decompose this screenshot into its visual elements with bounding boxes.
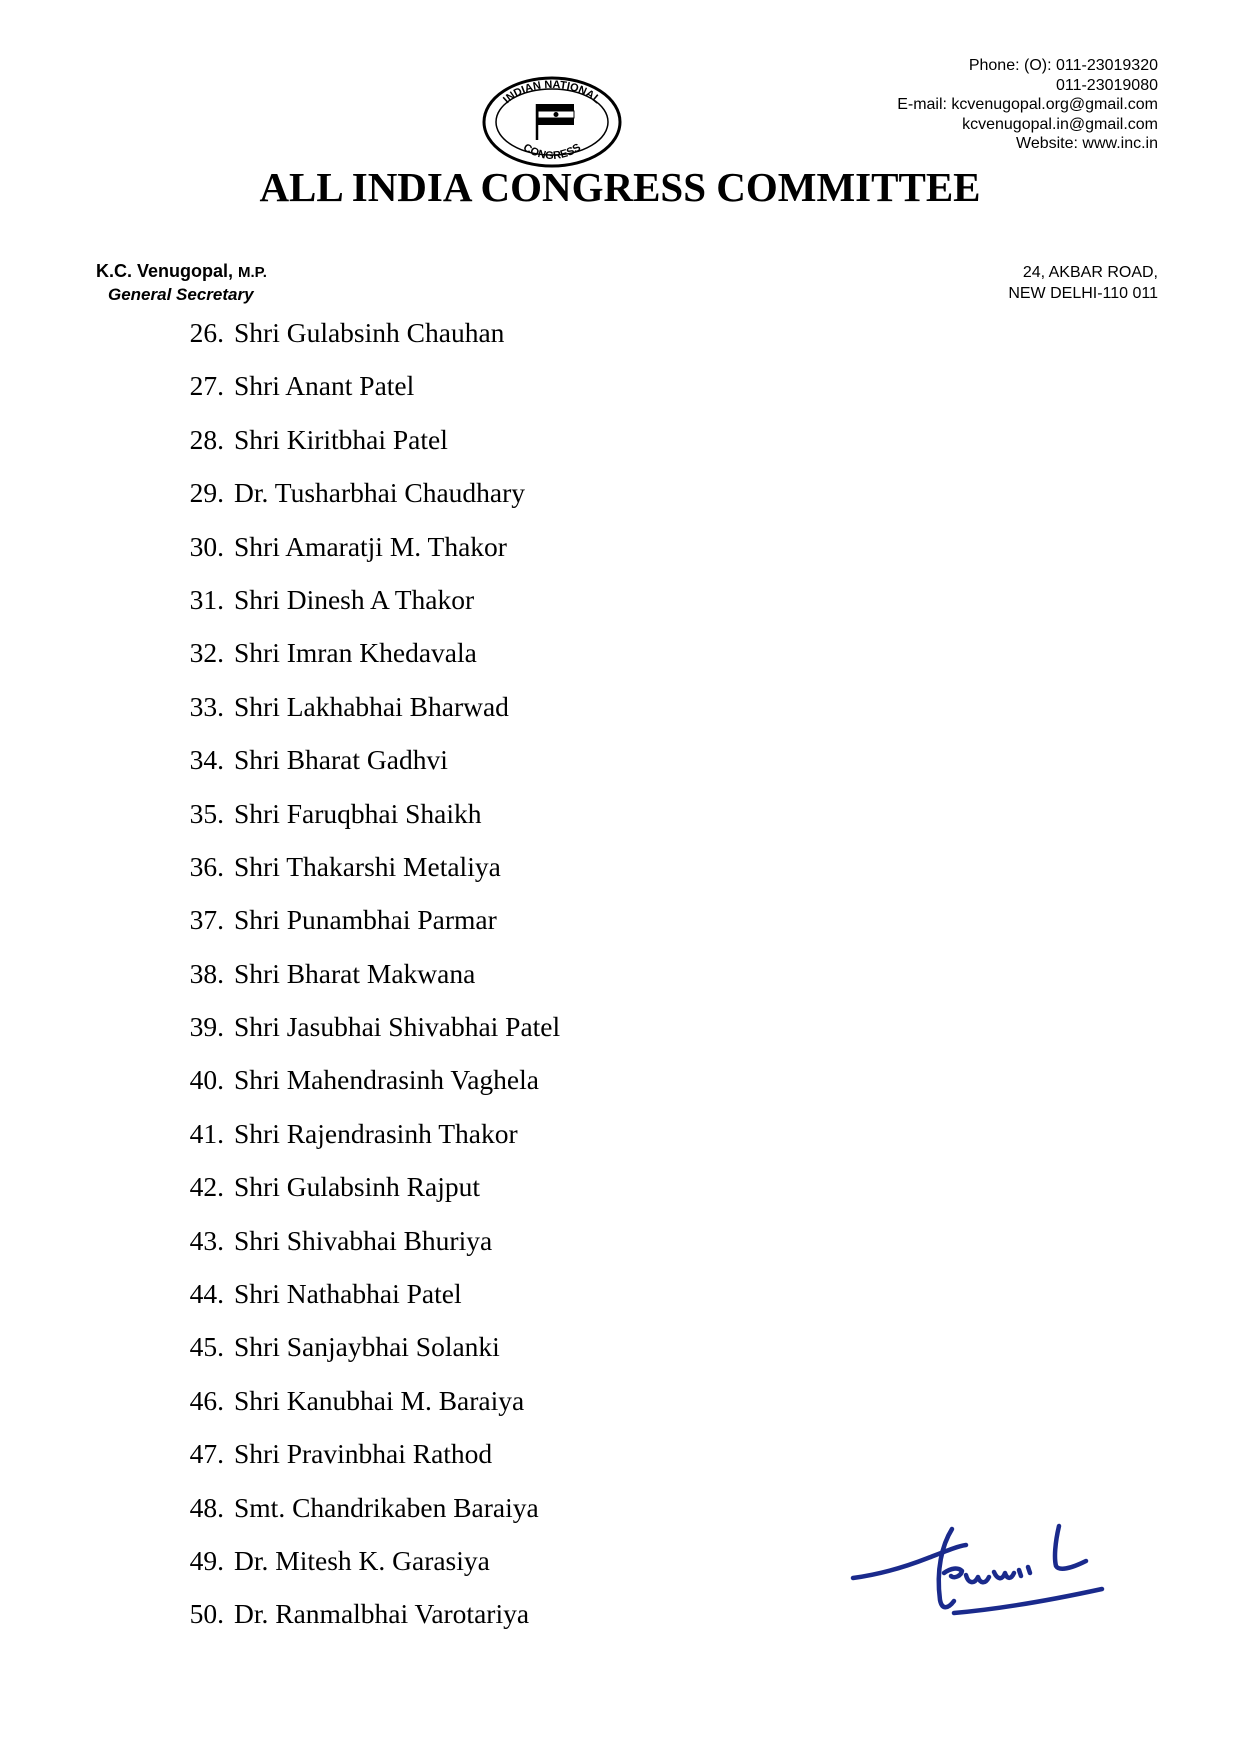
member-list: [160, 317, 560, 1652]
svg-text:CONGRESS: CONGRESS: [520, 141, 584, 163]
list-item: [160, 531, 560, 584]
member-name: Shri Mahendrasinh Vaghela: [234, 1064, 539, 1096]
list-item: [160, 370, 560, 423]
item-number: 48.: [189, 1491, 224, 1523]
member-name: Shri Pravinbhai Rathod: [234, 1438, 493, 1470]
address-line-1: 24, AKBAR ROAD,: [1022, 264, 1158, 281]
sender-suffix: M.P.: [238, 264, 267, 281]
address-block: [1008, 262, 1158, 304]
item-number: 32.: [189, 637, 224, 669]
item-number: 37.: [189, 904, 224, 936]
signature: [850, 1515, 1110, 1625]
member-name: Shri Dinesh A Thakor: [234, 583, 475, 615]
email-secondary: kcvenugopal.in@gmail.com: [962, 115, 1158, 133]
member-name: Dr. Tusharbhai Chaudhary: [234, 477, 526, 509]
list-item: [160, 1118, 560, 1171]
svg-text:INDIAN NATIONAL: INDIAN NATIONAL: [501, 78, 603, 107]
contact-info: [897, 56, 1158, 154]
item-number: 35.: [189, 797, 224, 829]
member-name: Shri Faruqbhai Shaikh: [234, 797, 482, 829]
list-item: [160, 1438, 560, 1491]
inc-emblem-icon: [480, 74, 624, 170]
list-item: [160, 1225, 560, 1278]
sender-name: K.C. Venugopal,: [96, 261, 239, 281]
phone-secondary: 011-23019080: [1055, 76, 1158, 94]
inc-logo: [480, 74, 624, 170]
sender-name-line: [96, 260, 267, 284]
member-name: Shri Nathabhai Patel: [234, 1278, 462, 1310]
page-title: ALL INDIA CONGRESS COMMITTEE: [259, 164, 981, 210]
item-number: 44.: [189, 1278, 224, 1310]
sender-role: General Secretary: [108, 285, 254, 304]
member-name: Shri Kiritbhai Patel: [234, 423, 448, 455]
member-name: Shri Gulabsinh Rajput: [234, 1171, 480, 1203]
list-item: [160, 1171, 560, 1224]
member-name: Shri Bharat Makwana: [234, 957, 476, 989]
item-number: 38.: [189, 957, 224, 989]
list-item: [160, 1011, 560, 1064]
member-name: Shri Shivabhai Bhuriya: [234, 1224, 493, 1256]
item-number: 33.: [189, 690, 224, 722]
member-name: Shri Jasubhai Shivabhai Patel: [234, 1011, 561, 1043]
item-number: 46.: [189, 1384, 224, 1416]
list-item: [160, 1385, 560, 1438]
member-name: Shri Gulabsinh Chauhan: [234, 317, 505, 348]
item-number: 42.: [189, 1171, 224, 1203]
item-number: 31.: [189, 583, 224, 615]
list-item: [160, 798, 560, 851]
member-name: Shri Amaratji M. Thakor: [234, 530, 507, 562]
member-name: Smt. Chandrikaben Baraiya: [234, 1491, 539, 1523]
list-item: [160, 1278, 560, 1331]
item-number: 34.: [189, 744, 224, 776]
item-number: 45.: [189, 1331, 224, 1363]
list-item: [160, 1492, 560, 1545]
item-number: 36.: [189, 850, 224, 882]
list-item: [160, 477, 560, 530]
website: Website: www.inc.in: [1016, 135, 1158, 153]
member-name: Shri Bharat Gadhvi: [234, 744, 448, 776]
item-number: 43.: [189, 1224, 224, 1256]
phone-primary: Phone: (O): 011-23019320: [968, 57, 1158, 74]
list-item: [160, 424, 560, 477]
item-number: 41.: [189, 1117, 224, 1149]
address-line-2: NEW DELHI-110 011: [1008, 285, 1158, 302]
item-number: 49.: [189, 1544, 224, 1576]
list-item: [160, 1598, 560, 1651]
item-number: 29.: [189, 477, 224, 509]
member-name: Shri Thakarshi Metaliya: [234, 850, 501, 882]
item-number: 50.: [189, 1598, 224, 1630]
list-item: [160, 904, 560, 957]
list-item: [160, 584, 560, 637]
list-item: [160, 744, 560, 797]
member-name: Dr. Mitesh K. Garasiya: [234, 1544, 490, 1576]
item-number: 28.: [189, 423, 224, 455]
member-name: Shri Kanubhai M. Baraiya: [234, 1384, 525, 1416]
member-name: Shri Rajendrasinh Thakor: [234, 1117, 518, 1149]
list-item: [160, 851, 560, 904]
member-name: Shri Anant Patel: [234, 370, 415, 402]
list-item: [160, 1064, 560, 1117]
item-number: 26.: [189, 317, 224, 348]
sender-block: [96, 260, 267, 306]
item-number: 30.: [189, 530, 224, 562]
list-item: [160, 317, 560, 370]
signature-strokes: [853, 1526, 1102, 1613]
list-item: [160, 691, 560, 744]
member-name: Shri Imran Khedavala: [234, 637, 477, 669]
member-name: Shri Punambhai Parmar: [234, 904, 497, 936]
member-name: Dr. Ranmalbhai Varotariya: [234, 1598, 530, 1630]
email-primary: E-mail: kcvenugopal.org@gmail.com: [897, 96, 1158, 114]
list-item: [160, 958, 560, 1011]
item-number: 47.: [189, 1438, 224, 1470]
list-item: [160, 637, 560, 690]
list-item: [160, 1545, 560, 1598]
member-name: Shri Sanjaybhai Solanki: [234, 1331, 500, 1363]
member-name: Shri Lakhabhai Bharwad: [234, 690, 509, 722]
list-item: [160, 1331, 560, 1384]
item-number: 39.: [189, 1011, 224, 1043]
item-number: 40.: [189, 1064, 224, 1096]
item-number: 27.: [189, 370, 224, 402]
signature-icon: [850, 1515, 1110, 1625]
